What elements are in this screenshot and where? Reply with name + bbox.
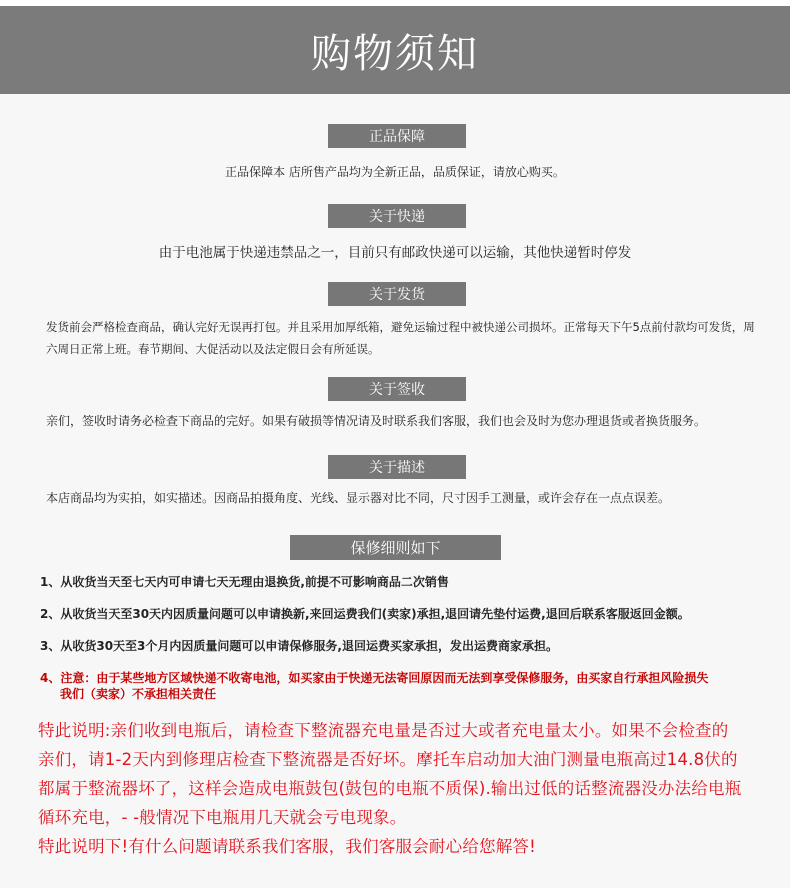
section-title-express: 关于快递 <box>328 204 466 228</box>
notice-line-3: 都属于整流器坏了，这样会造成电瓶鼓包(鼓包的电瓶不质保).输出过低的话整流器没办法给电瓶 <box>38 779 742 798</box>
warranty-rule-1: 1、从收货当天至七天内可申请七天无理由退换货,前提不可影响商品二次销售 <box>40 575 449 589</box>
section-title-receipt: 关于签收 <box>328 377 466 401</box>
warranty-rule-3: 3、从收货30天至3个月内因质量问题可以申请保修服务,退回运费买家承担，发出运费商家承担。 <box>40 639 558 653</box>
warranty-note-line-2: 我们（卖家）不承担相关责任 <box>60 687 217 701</box>
section-text-description: 本店商品均为实拍，如实描述。因商品拍摄角度、光线、显示器对比不同，尺寸因手工测量，或许会存在一点点误差。 <box>46 491 671 505</box>
section-text-receipt: 亲们，签收时请务必检查下商品的完好。如果有破损等情况请及时联系我们客服，我们也会及时为您办理退货或者换货服务。 <box>46 414 707 428</box>
warranty-note-line-1: 4、注意：由于某些地方区域快递不收寄电池，如买家由于快递无法寄回原因而无法到享受保修服务，由买家自行承担风险损失 <box>40 671 709 685</box>
notice-line-4: 循环充电，- -般情况下电瓶用几天就会亏电现象。 <box>38 808 407 827</box>
notice-line-1: 特此说明:亲们收到电瓶后，请检查下整流器充电量是否过大或者充电量太小。如果不会检查的 <box>38 721 729 740</box>
special-notice <box>38 716 778 861</box>
section-text-express: 由于电池属于快递违禁品之一，目前只有邮政快递可以运输，其他快递暂时停发 <box>158 245 632 261</box>
page-title: 购物须知 <box>311 30 479 77</box>
section-title-genuine: 正品保障 <box>328 124 466 148</box>
notice-line-5: 特此说明下!有什么问题请联系我们客服，我们客服会耐心给您解答! <box>38 837 536 856</box>
section-text-shipping: 发货前会严格检查商品，确认完好无误再打包。并且采用加厚纸箱，避免运输过程中被快递公司损坏。正常每天下午5点前付款均可发货，周六周日正常上班。春节期间、大促活动以及法定假日会有所延误。 <box>46 320 755 356</box>
warranty-rule-2: 2、从收货当天至30天内因质量问题可以申请换新,来回运费我们(卖家)承担,退回请先垫付运费,退回后联系客服返回金额。 <box>40 607 690 621</box>
section-text-genuine: 正品保障本 店所售产品均为全新正品，品质保证，请放心购买。 <box>225 165 565 179</box>
section-title-description: 关于描述 <box>328 455 466 479</box>
warranty-title: 保修细则如下 <box>290 535 501 560</box>
warranty-note <box>40 670 760 702</box>
page-title-banner <box>0 6 790 94</box>
section-title-shipping: 关于发货 <box>328 282 466 306</box>
notice-line-2: 亲们，请1-2天内到修理店检查下整流器是否好坏。摩托车启动加大油门测量电瓶高过14.8伏的 <box>38 750 738 769</box>
